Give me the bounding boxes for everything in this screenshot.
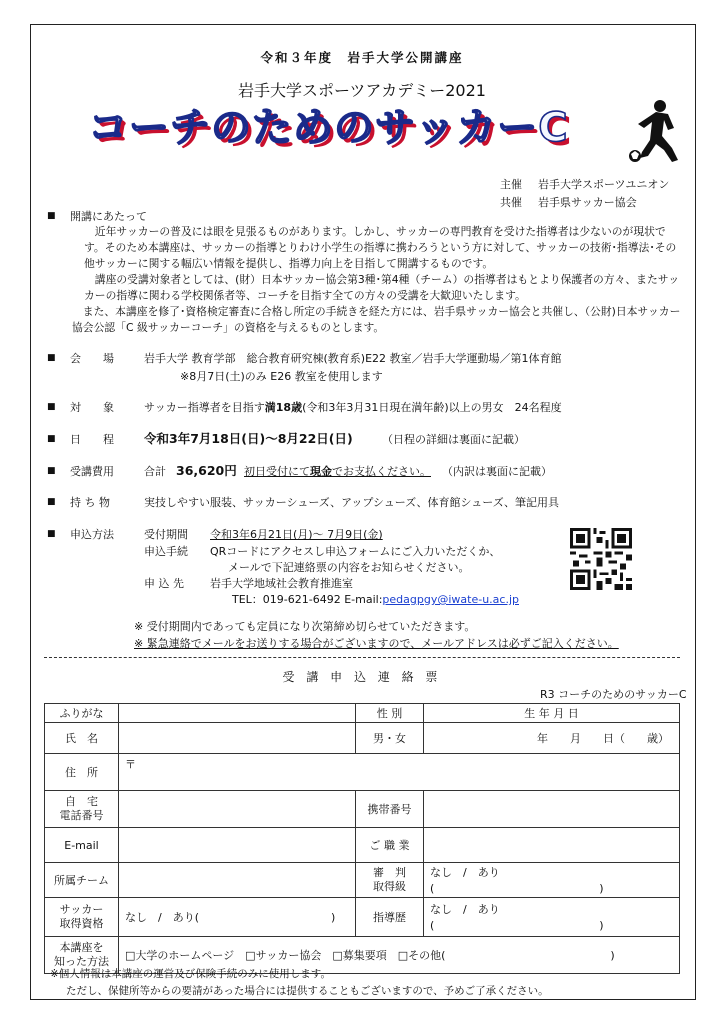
- furigana-field[interactable]: [119, 704, 356, 723]
- target-label: 対 象: [70, 401, 114, 414]
- coaching-history-field[interactable]: なし / あり( ): [424, 898, 680, 937]
- name-label: 氏 名: [45, 723, 119, 754]
- postal-mark: 〒: [125, 758, 136, 771]
- job-field[interactable]: [424, 828, 680, 863]
- team-field[interactable]: [119, 863, 356, 898]
- license-field[interactable]: なし / あり( ): [119, 898, 356, 937]
- host-name: 岩手大学スポーツユニオン: [538, 178, 670, 191]
- apply-destination: 岩手大学地域社会教育推進室: [210, 577, 353, 590]
- name-field[interactable]: [119, 723, 356, 754]
- note-email-required: ※ 緊急連絡でメールをお送りする場合がございますので、メールアドレスは必ずご記入ください。: [134, 637, 619, 650]
- venue-label: 会 場: [70, 352, 114, 365]
- fee-pay-a: 初日受付にて: [244, 465, 310, 478]
- apply-email-link[interactable]: pedagpgy@iwate-u.ac.jp: [382, 593, 519, 606]
- schedule-note: （日程の詳細は裏面に記載）: [382, 433, 525, 446]
- source-label: 本講座を 知った方法: [45, 937, 119, 974]
- home-phone-field[interactable]: [119, 791, 356, 828]
- fee-pay-cash: 現金: [310, 465, 332, 478]
- gender-field[interactable]: 男・女: [356, 723, 424, 754]
- fee-amount: 36,620円: [176, 463, 237, 478]
- job-label: ご 職 業: [356, 828, 424, 863]
- items-label: 持 ち 物: [70, 496, 110, 509]
- gender-label: 性 別: [356, 704, 424, 723]
- academy-title: 岩手大学スポーツアカデミー2021: [238, 81, 486, 100]
- apply-procedure-label: 申込手続: [144, 545, 188, 558]
- birthdate-field[interactable]: 年 月 日（ 歳）: [424, 723, 680, 754]
- bullet-icon: ■: [47, 434, 56, 444]
- intro-paragraph-3: また、本講座を修了･資格検定審査に合格し所定の手続きを経た方には、岩手県サッカー協会と共催し、（公財)日本サッカー協会公認「C 級サッカーコーチ」の資格を与えるものとします。: [72, 305, 681, 334]
- target-text: [144, 399, 562, 415]
- furigana-label: ふりがな: [45, 704, 119, 723]
- schedule-dates: 令和3年7月18日(日)〜8月22日(日): [144, 431, 353, 446]
- qr-code-icon[interactable]: [570, 528, 632, 590]
- intro-paragraph-1: 近年サッカーの普及には眼を見張るものがあります。しかし、サッカーの専門教育を受けた指導者は少ないのが現状です。そのため本講座は、サッカーの指導とりわけ小学生の指導に携わろうという方に対して、サッカーの技術･指導法･その他サッカーに関する幅広い情報を提供し、指導力向上を目指して開講するものです。: [84, 225, 677, 270]
- mobile-field[interactable]: [424, 791, 680, 828]
- application-form-table: [44, 703, 680, 974]
- address-label: 住 所: [45, 754, 119, 791]
- source-options[interactable]: □大学のホームページ □サッカー協会 □募集要項 □その他( ): [119, 937, 680, 974]
- bullet-icon: ■: [47, 211, 56, 221]
- target-text-c: (令和3年3月31日現在満年齢)以上の男女 24名程度: [302, 401, 562, 414]
- email-label: E-mail: [45, 828, 119, 863]
- license-label: サッカー 取得資格: [45, 898, 119, 937]
- fee-note: （内訳は裏面に記載）: [442, 465, 552, 478]
- address-field[interactable]: [119, 754, 680, 791]
- form-title: 受 講 申 込 連 絡 票: [282, 670, 442, 684]
- fee-payment: [244, 463, 431, 479]
- team-label: 所属チーム: [45, 863, 119, 898]
- referee-label: 審 判 取得級: [356, 863, 424, 898]
- cut-line: [44, 657, 680, 658]
- apply-label: 申込方法: [70, 528, 114, 541]
- bullet-icon: ■: [47, 353, 56, 363]
- form-reference: R3 コーチのためのサッカーC: [540, 688, 687, 701]
- bullet-icon: ■: [47, 466, 56, 476]
- course-subtitle: 令和３年度 岩手大学公開講座: [260, 50, 464, 65]
- target-text-a: サッカー指導者を目指す: [144, 401, 265, 414]
- soccer-player-icon: [626, 98, 688, 164]
- apply-tel: TEL：019-621-6492 E-mail:: [232, 593, 383, 606]
- intro-paragraph-2: 講座の受講対象者としては、(財）日本サッカー協会第3種･第4種（チーム）の指導者はもとより保護者の方々、またサッカーの指導に関わる学校関係者等、コーチを目指す全ての方々の受講を大歓迎いたします。: [84, 273, 680, 302]
- venue-text: 岩手大学 教育学部 総合教育研究棟(教育系)E22 教室／岩手大学運動場／第1体育館: [144, 352, 562, 365]
- bullet-icon: ■: [47, 497, 56, 507]
- cohost-label: 共催: [500, 196, 522, 209]
- privacy-note-1: ※個人情報は本講座の運営及び保険手続のみに使用します。: [50, 968, 331, 980]
- apply-destination-label: 申 込 先: [144, 577, 184, 590]
- note-deadline: ※ 受付期間内であっても定員になり次第締め切らせていただきます。: [134, 620, 476, 633]
- email-field[interactable]: [119, 828, 356, 863]
- bullet-icon: ■: [47, 529, 56, 539]
- schedule-label: 日 程: [70, 433, 114, 446]
- apply-period-label: 受付期間: [144, 528, 188, 541]
- fee-label: 受講費用: [70, 465, 114, 478]
- venue-note: ※8月7日(土)のみ E26 教室を使用します: [180, 370, 383, 383]
- apply-period: 令和3年6月21日(月)〜 7月9日(金): [210, 528, 383, 541]
- referee-field[interactable]: なし / あり( ): [424, 863, 680, 898]
- cohost-name: 岩手県サッカー協会: [538, 196, 637, 209]
- main-title: コーチのためのサッカーC: [88, 105, 569, 151]
- fee-total-label: 合計: [144, 465, 166, 478]
- apply-procedure-1: QRコードにアクセスし申込フォームにご入力いただくか、: [210, 545, 501, 558]
- items-text: 実技しやすい服装、サッカーシューズ、アップシューズ、体育館シューズ、筆記用具: [144, 496, 560, 509]
- apply-procedure-2: メールで下記連絡票の内容をお知らせください。: [228, 561, 470, 574]
- birthdate-label: 生 年 月 日: [424, 704, 680, 723]
- host-label: 主催: [500, 178, 522, 191]
- fee-pay-c: でお支払ください。: [332, 465, 431, 478]
- apply-contact: [232, 591, 519, 607]
- coaching-history-label: 指導歴: [356, 898, 424, 937]
- privacy-note-2: ただし、保健所等からの要請があった場合には提供することもございますので、予めご了承ください。: [66, 985, 549, 997]
- target-age: 満18歳: [264, 401, 303, 414]
- intro-heading: 開講にあたって: [70, 210, 147, 223]
- mobile-label: 携帯番号: [356, 791, 424, 828]
- home-phone-label: 自 宅 電話番号: [45, 791, 119, 828]
- bullet-icon: ■: [47, 402, 56, 412]
